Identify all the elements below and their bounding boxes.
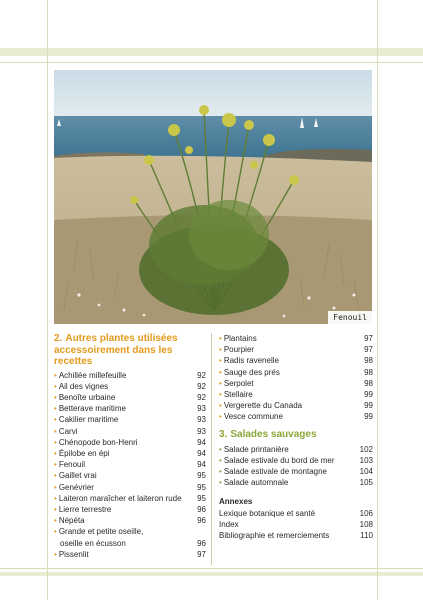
- bullet-icon: •: [219, 356, 222, 366]
- bullet-icon: •: [219, 467, 222, 477]
- bullet-icon: •: [54, 426, 57, 436]
- toc-entry[interactable]: [54, 482, 206, 493]
- toc-entry[interactable]: [54, 515, 206, 526]
- section-3-title: [219, 429, 373, 441]
- bullet-icon: •: [54, 448, 57, 458]
- toc-entry-page: 99: [364, 390, 373, 400]
- toc-entry-page: 92: [197, 392, 206, 402]
- toc-entry-name: Chénopode bon-Henri: [58, 437, 138, 447]
- toc-entry-page: 94: [197, 448, 206, 458]
- toc-entry-name: Pissenlit: [58, 549, 89, 559]
- section-3-entries: [219, 444, 373, 489]
- column-divider: [211, 333, 212, 565]
- toc-entry-page: 102: [359, 444, 373, 454]
- toc-entry[interactable]: [54, 493, 206, 504]
- toc-entry-name: Grande et petite oseille,: [58, 527, 144, 537]
- toc-entry-page: 95: [197, 482, 206, 492]
- left-margin-rule: [47, 0, 48, 600]
- toc-entry[interactable]: [54, 392, 206, 403]
- toc-entry-multiline[interactable]: [54, 526, 206, 548]
- toc-entry-name: Pourpier: [223, 345, 255, 355]
- bullet-icon: •: [54, 381, 57, 391]
- toc-entry[interactable]: [219, 378, 373, 389]
- toc-entry-page: 104: [359, 467, 373, 477]
- toc-entry[interactable]: [219, 477, 373, 488]
- annexes-entries: [219, 508, 373, 542]
- bullet-icon: •: [219, 378, 222, 388]
- toc-entry-name: Sauge des prés: [223, 367, 280, 377]
- toc-entry-name: Radis ravenelle: [223, 356, 279, 366]
- bullet-icon: •: [54, 415, 57, 425]
- section-2-entries-right: [219, 333, 373, 423]
- toc-entry[interactable]: [219, 333, 373, 344]
- toc-entry[interactable]: [219, 508, 373, 519]
- section-2-entries-left: [54, 370, 206, 527]
- toc-entry[interactable]: [54, 470, 206, 481]
- toc-entry-name: Ail des vignes: [58, 381, 109, 391]
- toc-entry-name: Népéta: [58, 516, 85, 526]
- top-band: [0, 48, 423, 56]
- toc-entry[interactable]: [54, 504, 206, 515]
- toc-entry-name: Bibliographie et remerciements: [219, 531, 330, 541]
- section-2-title-line2: accessoirement dans les recettes: [54, 344, 173, 367]
- toc-entry-page: 98: [364, 378, 373, 388]
- toc-entry-name: Index: [219, 519, 239, 529]
- toc-entry-page: 93: [197, 426, 206, 436]
- toc-entry[interactable]: [219, 367, 373, 378]
- bullet-icon: •: [54, 527, 57, 537]
- toc-entry[interactable]: [54, 448, 206, 459]
- toc-entry-page: 97: [364, 345, 373, 355]
- toc-entry-name: Salade estivale du bord de mer: [223, 455, 335, 465]
- bullet-icon: •: [219, 401, 222, 411]
- toc-entry-page: 103: [359, 455, 373, 465]
- bottom-band: [0, 572, 423, 576]
- toc-entry[interactable]: [219, 355, 373, 366]
- toc-entry[interactable]: [54, 549, 206, 560]
- toc-entry-name: Genévrier: [58, 482, 94, 492]
- section-3-title-text: Salades sauvages: [230, 428, 317, 440]
- right-margin-rule: [377, 0, 378, 600]
- toc-entry-page: 96: [197, 538, 206, 548]
- toc-entry-page: 93: [197, 404, 206, 414]
- bullet-icon: •: [219, 478, 222, 488]
- toc-entry[interactable]: [54, 414, 206, 425]
- toc-entry-name: Stellaire: [223, 390, 253, 400]
- toc-entry-name: Plantains: [223, 334, 257, 343]
- toc-entry-page: 94: [197, 460, 206, 470]
- top-rule: [0, 62, 423, 63]
- toc-entry[interactable]: [219, 466, 373, 477]
- toc-entry-page: 99: [364, 412, 373, 422]
- toc-entry-name: Carvi: [58, 426, 78, 436]
- bottom-rule: [0, 568, 423, 569]
- bullet-icon: •: [54, 549, 57, 559]
- section-2-title-line1: Autres plantes utilisées: [65, 333, 178, 344]
- bullet-icon: •: [54, 504, 57, 514]
- toc-entry-name: Achillée millefeuille: [58, 370, 127, 380]
- toc-entry-name: Salade estivale de montagne: [223, 467, 327, 477]
- toc-entry-name-continued: oseille en écusson: [60, 538, 126, 548]
- toc-entry-name: Lexique botanique et santé: [219, 508, 316, 518]
- bullet-icon: •: [219, 345, 222, 355]
- toc-entry[interactable]: [54, 426, 206, 437]
- toc-entry-name: Vesce commune: [223, 412, 283, 422]
- bullet-icon: •: [54, 437, 57, 447]
- toc-entry-page: 105: [359, 478, 373, 488]
- toc-entry-name: Cakilier maritime: [58, 415, 119, 425]
- bullet-icon: •: [54, 493, 57, 503]
- toc-entry-page: 110: [360, 531, 373, 541]
- bullet-icon: •: [219, 455, 222, 465]
- bullet-icon: •: [219, 390, 222, 400]
- bullet-icon: •: [54, 404, 57, 414]
- toc-entry-name: Serpolet: [223, 378, 254, 388]
- toc-entry-page: 92: [197, 370, 206, 380]
- toc-entry-page: 93: [197, 415, 206, 425]
- toc-entry[interactable]: [219, 444, 373, 455]
- bullet-icon: •: [54, 482, 57, 492]
- bullet-icon: •: [219, 412, 222, 422]
- toc-entry-name: Salade printanière: [223, 444, 289, 454]
- bullet-icon: •: [219, 334, 222, 343]
- toc-entry-name: Épilobe en épi: [58, 448, 110, 458]
- bullet-icon: •: [54, 471, 57, 481]
- bullet-icon: •: [54, 516, 57, 526]
- toc-entry[interactable]: [219, 400, 373, 411]
- toc-entry[interactable]: [219, 411, 373, 422]
- toc-entry[interactable]: [54, 403, 206, 414]
- toc-entry-name: Gaillet vrai: [58, 471, 97, 481]
- toc-left-column: [54, 333, 206, 560]
- annexes-title: Annexes: [219, 497, 253, 507]
- toc-entry-page: 92: [197, 381, 206, 391]
- toc-entry-page: 106: [359, 508, 373, 518]
- toc-entry[interactable]: [219, 344, 373, 355]
- toc-entry-page: 95: [197, 471, 206, 481]
- toc-entry[interactable]: [219, 389, 373, 400]
- bullet-icon: •: [54, 392, 57, 402]
- toc-entry-name: Lierre terrestre: [58, 504, 112, 514]
- toc-entry-name: Vergerette du Canada: [223, 401, 303, 411]
- toc-entry-name: Laiteron maraîcher et laiteron rude: [58, 493, 182, 503]
- toc-entry-page: 95: [197, 493, 206, 503]
- toc-entry[interactable]: [219, 455, 373, 466]
- fennel-photo-illustration: [54, 70, 372, 324]
- photo-caption: Fenouil: [328, 311, 372, 324]
- toc-entry-page: 94: [197, 437, 206, 447]
- toc-entry-page: 97: [364, 334, 373, 343]
- fennel-photo: [54, 70, 372, 324]
- toc-entry-page: 99: [364, 401, 373, 411]
- bullet-icon: •: [54, 460, 57, 470]
- toc-entry-page: 96: [197, 504, 206, 514]
- bullet-icon: •: [54, 370, 57, 380]
- toc-entry-page: 97: [197, 549, 206, 559]
- bullet-icon: •: [219, 444, 222, 454]
- toc-entry[interactable]: [219, 530, 373, 541]
- toc-entry-page: 108: [359, 519, 373, 529]
- toc-entry[interactable]: [219, 519, 373, 530]
- toc-entry-name: Fenouil: [58, 460, 86, 470]
- toc-entry[interactable]: [54, 459, 206, 470]
- bullet-icon: •: [219, 367, 222, 377]
- toc-entry[interactable]: [54, 370, 206, 381]
- toc-entry-page: 96: [197, 516, 206, 526]
- toc-entry-name: Benoîte urbaine: [58, 392, 116, 402]
- toc-entry-page: 98: [364, 356, 373, 366]
- toc-entry-page: 98: [364, 367, 373, 377]
- toc-entry[interactable]: [54, 437, 206, 448]
- toc-right-column: [219, 333, 373, 541]
- section-2-number: 2.: [54, 333, 63, 344]
- toc-entry-name: Salade automnale: [223, 478, 289, 488]
- toc-entry[interactable]: [54, 381, 206, 392]
- section-2-title: [54, 333, 206, 368]
- toc-entry-name: Betterave maritime: [58, 404, 126, 414]
- section-3-number: 3.: [219, 428, 228, 440]
